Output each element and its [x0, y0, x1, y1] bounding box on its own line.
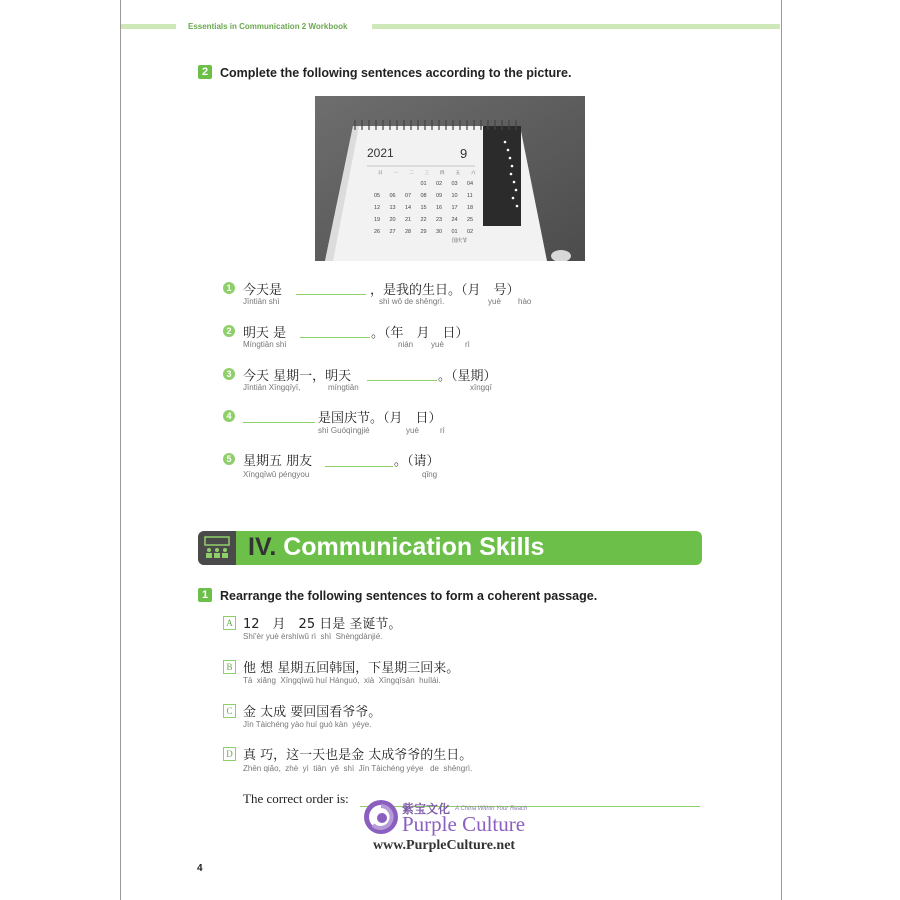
calendar-day: 19 [374, 217, 381, 223]
option-letter-b: B [223, 660, 236, 674]
item-number-1: 1 [223, 282, 235, 294]
calendar-day: 11 [467, 193, 473, 199]
item-5-blank [325, 466, 393, 467]
option-c-pinyin: Jīn Tàichéng yào huí guó kàn yéye. [243, 720, 372, 729]
calendar-day: 08 [420, 193, 427, 199]
item-4-pinyin-c: rì [440, 426, 445, 435]
option-a-pinyin: Shí'èr yuè èrshíwǔ rì shì Shèngdànjié. [243, 632, 383, 641]
calendar-day: 14 [405, 205, 412, 211]
calendar-day: 29 [420, 229, 427, 235]
watermark-tagline: A China Within Your Reach [455, 806, 528, 812]
item-2-text-a: 明天 是 [243, 326, 287, 341]
calendar-day: 24 [451, 217, 458, 223]
calendar-day: 22 [420, 217, 427, 223]
correct-order-label: The correct order is: [243, 791, 349, 806]
calendar-weekday: 四 [440, 171, 445, 176]
calendar-day: 17 [451, 205, 458, 211]
item-3-pinyin-a: Jīntiān Xīngqīyī, [243, 383, 301, 392]
item-number-2: 2 [223, 325, 235, 337]
calendar-day: 04 [467, 181, 474, 187]
option-letter-d: D [223, 747, 236, 761]
calendar-weekday: 二 [409, 171, 414, 176]
option-a-text: 12 月 25 日是 圣诞节。 [243, 617, 402, 632]
calendar-illustration [315, 96, 585, 261]
purple-culture-logo-icon [361, 796, 401, 838]
calendar-day: 16 [436, 205, 443, 211]
option-b-pinyin: Tā xiǎng Xīngqīwǔ huí Hánguó, xià Xīngqīsān huílái. [243, 676, 441, 685]
option-c-text: 金 太成 要回国看爷爷。 [243, 705, 382, 720]
header-rule-left [121, 24, 176, 29]
calendar-day: 21 [405, 217, 412, 223]
section-roman-numeral: IV. [248, 533, 277, 561]
item-3-pinyin-c: xīngqī [470, 383, 492, 392]
item-3-blank [367, 380, 437, 381]
item-1-text-a: 今天是 [243, 283, 283, 298]
calendar-month: 9 [460, 146, 468, 161]
item-1-pinyin-c: yuè [488, 297, 501, 306]
calendar-day: 01 [420, 181, 427, 187]
item-3-text-a: 今天 星期一，明天 [243, 369, 352, 384]
calendar-day: 27 [389, 229, 396, 235]
item-5-pinyin-b: qǐng [422, 470, 438, 479]
item-number-3: 3 [223, 368, 235, 380]
calendar-weekday: 三 [424, 171, 429, 176]
calendar-day: 06 [389, 193, 396, 199]
calendar-weekday: 日 [378, 171, 383, 176]
exercise-instruction: Rearrange the following sentences to form a coherent passage. [220, 589, 598, 603]
item-2-pinyin-b: nián [398, 340, 414, 349]
calendar-day: 10 [451, 193, 458, 199]
calendar-day: 05 [374, 193, 381, 199]
option-letter-c: C [223, 704, 236, 718]
item-2-pinyin-c: yuè [431, 340, 444, 349]
watermark-url: www.PurpleCulture.net [373, 838, 516, 853]
item-4-text-b: 是国庆节。（月 日） [318, 411, 442, 426]
item-2-blank [300, 337, 370, 338]
calendar-weekday: 六 [471, 171, 476, 176]
watermark-name: Purple Culture [402, 812, 526, 836]
calendar-day: 15 [420, 205, 427, 211]
item-2-pinyin-d: rì [465, 340, 470, 349]
calendar-day: 18 [467, 205, 474, 211]
calendar-day: 26 [374, 229, 381, 235]
header-title: Essentials in Communication 2 Workbook [188, 22, 348, 31]
item-number-4: 4 [223, 410, 235, 422]
calendar-year: 2021 [367, 146, 394, 160]
calendar-day: 03 [451, 181, 458, 187]
calendar-weekday: 五 [455, 171, 460, 176]
item-4-pinyin-a: shì Guóqìngjié [318, 426, 370, 435]
watermark-chinese-name: 紫宝文化 [402, 802, 451, 816]
calendar-weekday: 一 [393, 171, 398, 176]
header-rule-right [372, 24, 780, 29]
item-1-pinyin-b: shì wǒ de shēngrì. [379, 297, 445, 306]
exercise-instruction: Complete the following sentences according to the picture. [220, 66, 572, 80]
exercise-number: 1 [198, 588, 212, 602]
page-number: 4 [197, 863, 203, 874]
section-title-text: Communication Skills [283, 533, 545, 561]
item-5-text-b: 。（请） [394, 454, 440, 469]
item-4-pinyin-b: yuè [406, 426, 419, 435]
option-b-text: 他 想 星期五回韩国，下星期三回来。 [243, 661, 460, 676]
classroom-icon [198, 531, 236, 565]
calendar-day: 02 [467, 229, 474, 235]
item-3-pinyin-b: míngtiān [328, 383, 359, 392]
calendar-day: 02 [436, 181, 443, 187]
option-letter-a: A [223, 616, 236, 630]
calendar-day: 28 [405, 229, 412, 235]
item-2-pinyin-a: Míngtiān shì [243, 340, 287, 349]
calendar-day: 25 [467, 217, 474, 223]
calendar-day: 30 [436, 229, 443, 235]
exercise-number: 2 [198, 65, 212, 79]
item-2-text-b: 。（年 月 日） [371, 326, 469, 341]
calendar-holiday-note: 国庆节 [452, 238, 468, 244]
calendar-day: 13 [389, 205, 396, 211]
item-4-blank [243, 422, 315, 423]
calendar-day: 07 [405, 193, 412, 199]
option-d-text: 真 巧，这一天也是金 太成爷爷的生日。 [243, 748, 473, 763]
calendar-day: 01 [451, 229, 458, 235]
item-1-blank [296, 294, 366, 295]
item-3-text-b: 。（星期） [438, 369, 497, 384]
item-1-pinyin-d: hào [518, 297, 532, 306]
item-5-pinyin-a: Xīngqīwǔ péngyou [243, 470, 310, 479]
calendar-day: 12 [374, 205, 381, 211]
item-1-pinyin-a: Jīntiān shì [243, 297, 280, 306]
section-title [248, 533, 544, 562]
item-1-text-b: ，是我的生日。（月 号） [370, 283, 520, 298]
option-d-pinyin: Zhēn qiǎo, zhè yì tiān yě shì Jīn Tàichéng yéye de shēngrì. [243, 764, 473, 773]
calendar-day: 23 [436, 217, 443, 223]
calendar-day: 09 [436, 193, 443, 199]
calendar-day: 20 [389, 217, 396, 223]
item-number-5: 5 [223, 453, 235, 465]
item-5-text-a: 星期五 朋友 [243, 454, 313, 469]
calendar-photo [315, 96, 585, 261]
